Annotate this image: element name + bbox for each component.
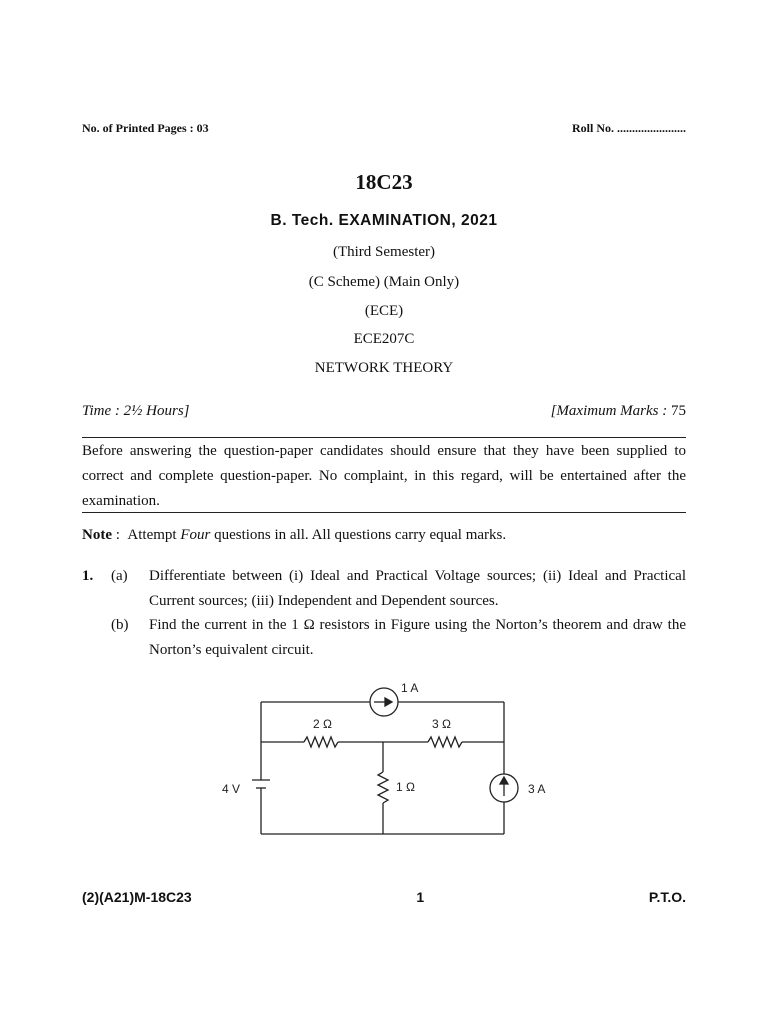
question-number: 1. (82, 568, 94, 584)
max-marks-value: 75 (671, 403, 686, 419)
branch: (ECE) (364, 303, 404, 319)
course-name: NETWORK THEORY (314, 360, 454, 376)
header-row (82, 121, 686, 136)
page-number: 1 (416, 889, 425, 905)
semester: (Third Semester) (332, 244, 436, 260)
label-4v: 4 V (222, 782, 241, 796)
course-code: ECE207C (353, 331, 415, 347)
part-a-text: Differentiate between (i) Ideal and Practical Voltage sources; (ii) Ideal and Practical Current sources; (iii) Independent and Dependent sources. (149, 568, 686, 609)
note-emphasis: Four (180, 527, 211, 543)
exam-title: B. Tech. EXAMINATION, 2021 (270, 212, 498, 229)
instructions: Before answering the question-paper candidates should ensure that they have been supplied to correct and complete question-paper. No complaint, in this regard, will be entertained after the examination. (82, 443, 686, 509)
label-3a: 3 A (528, 782, 546, 796)
part-a-label: (a) (111, 568, 128, 584)
label-1-ohm: 1 Ω (396, 780, 415, 794)
scheme: (C Scheme) (Main Only) (308, 274, 460, 290)
max-marks: [Maximum Marks : 75 (550, 403, 686, 419)
footer-code: (2)(A21)M-18C23 (82, 889, 192, 905)
part-b-text: Find the current in the 1 Ω resistors in Figure using the Norton’s theorem and draw the Norton’s equivalent circuit. (149, 617, 686, 658)
note: Note : Attempt Four questions in all. All questions carry equal marks. (82, 527, 507, 543)
footer (82, 889, 686, 905)
time-label: Time : 2½ Hours] (82, 403, 190, 419)
top-rule (82, 437, 686, 438)
note-label: Note (82, 527, 112, 543)
label-1a: 1 A (401, 681, 419, 695)
pto: P.T.O. (648, 889, 686, 905)
paper-code: 18C23 (355, 170, 413, 194)
circuit-diagram (210, 670, 570, 850)
label-3-ohm: 3 Ω (432, 717, 451, 731)
resistor-2-ohm (304, 737, 338, 747)
bottom-rule (82, 512, 686, 513)
part-b-label: (b) (111, 617, 129, 633)
resistor-3-ohm (428, 737, 462, 747)
resistor-1-ohm (378, 772, 388, 803)
printed-pages: No. of Printed Pages : 03 (82, 121, 209, 135)
roll-no: Roll No. ....................... (572, 121, 686, 135)
label-2-ohm: 2 Ω (313, 717, 332, 731)
time-row (82, 403, 686, 420)
